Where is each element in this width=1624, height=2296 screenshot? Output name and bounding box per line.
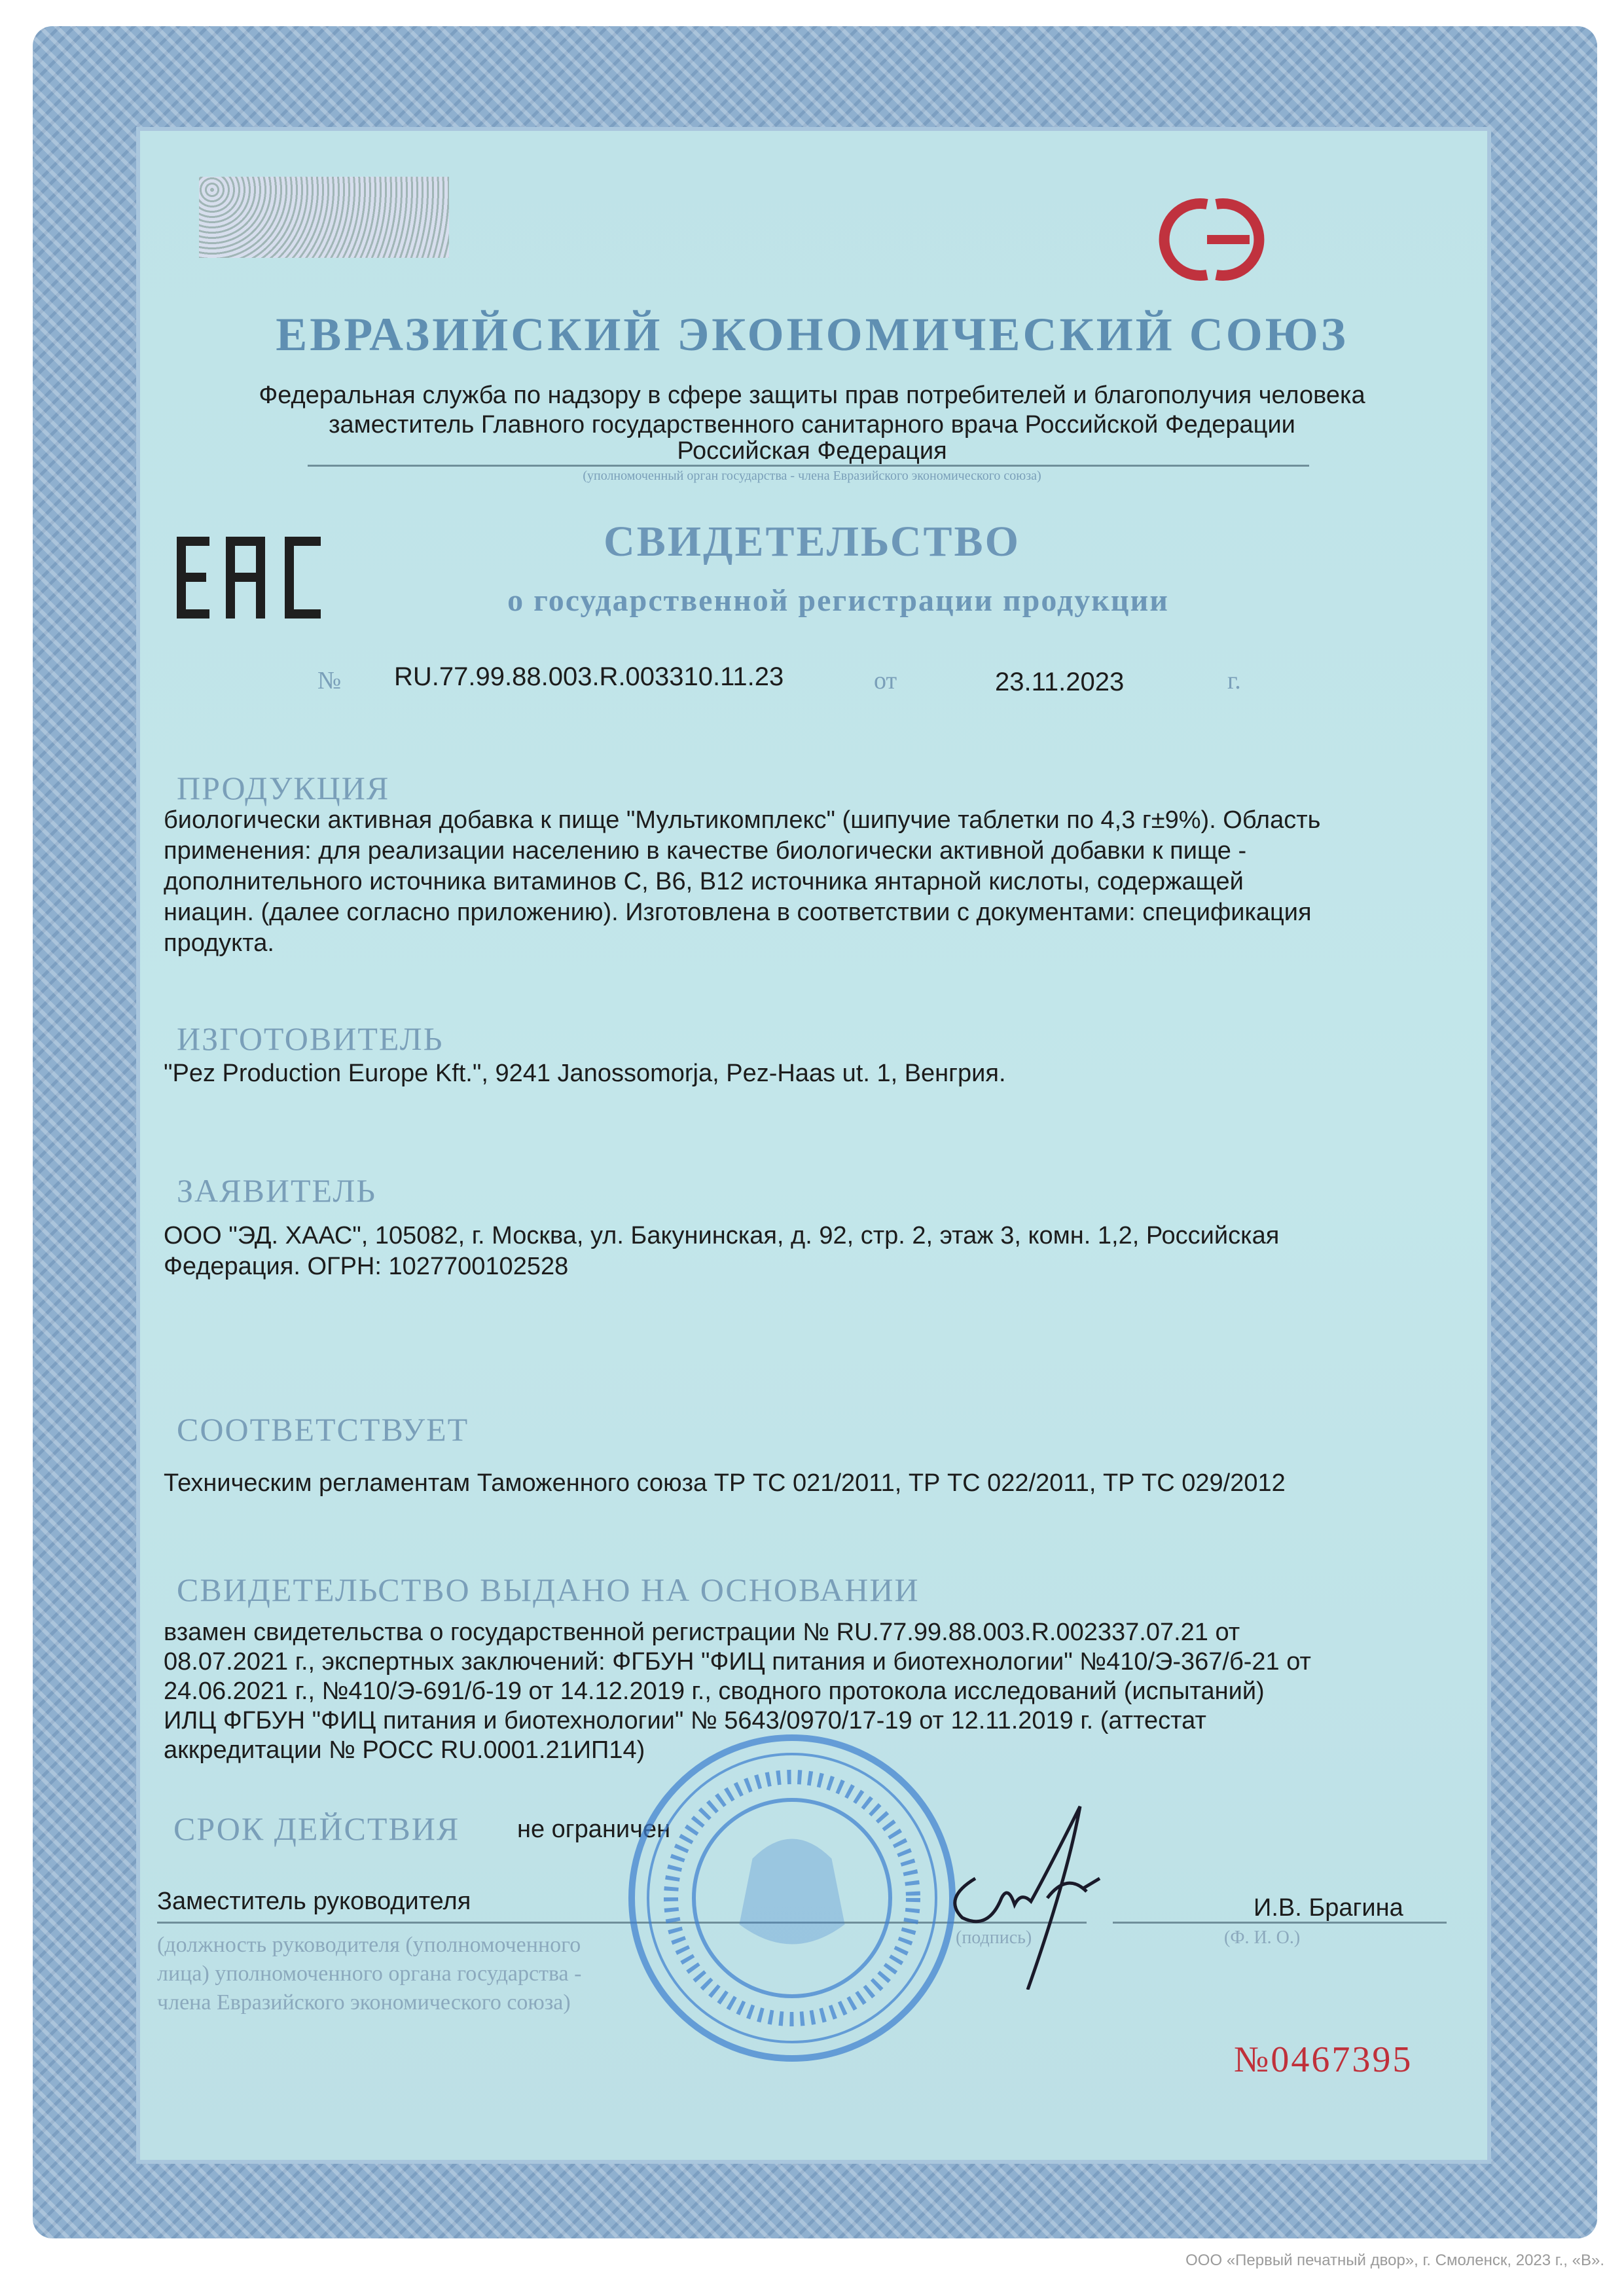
text-line: продукта. bbox=[164, 929, 274, 957]
text-line: Федерация. ОГРН: 1027700102528 bbox=[164, 1253, 569, 1280]
certificate-date: 23.11.2023 bbox=[995, 668, 1125, 696]
text-line: аккредитации № РОСС RU.0001.21ИП14) bbox=[164, 1736, 645, 1764]
certificate-number: RU.77.99.88.003.R.003310.11.23 bbox=[394, 662, 784, 691]
authority-line: Российская Федерация bbox=[677, 437, 947, 465]
product-heading: ПРОДУКЦИЯ bbox=[177, 770, 390, 806]
signature-icon bbox=[916, 1793, 1165, 1990]
manufacturer-text: "Pez Production Europe Kft.", 9241 Janossomorja, Pez-Haas ut. 1, Венгрия. bbox=[164, 1060, 1006, 1087]
text-line: применения: для реализации населению в качестве биологически активной добавки к пище - bbox=[164, 837, 1247, 865]
text-line: биологически активная добавка к пище "Мультикомплекс" (шипучие таблетки по 4,3 г±9%). Область bbox=[164, 806, 1321, 834]
text-line: ООО "ЭД. ХААС", 105082, г. Москва, ул. Бакунинская, д. 92, стр. 2, этаж 3, комн. 1,2, Российская bbox=[164, 1222, 1280, 1249]
caption-line: лица) уполномоченного органа государства - bbox=[157, 1962, 582, 1986]
text-line: 08.07.2021 г., экспертных заключений: ФГБУН "ФИЦ питания и биотехнологии" №410/Э-367/б-21 от bbox=[164, 1648, 1311, 1676]
printer-footer: ООО «Первый печатный двор», г. Смоленск, 2023 г., «В». bbox=[1185, 2251, 1604, 2269]
caption-line: (должность руководителя (уполномоченного bbox=[157, 1933, 581, 1957]
conforms-heading: СООТВЕТСТВУЕТ bbox=[177, 1411, 469, 1448]
product-text bbox=[164, 805, 1320, 959]
date-label: от bbox=[874, 667, 897, 694]
text-line: ниацин. (далее согласно приложению). Изготовлена в соответствии с документами: спецификация bbox=[164, 899, 1312, 926]
applicant-text bbox=[164, 1221, 1279, 1282]
name-caption: (Ф. И. О.) bbox=[1224, 1928, 1301, 1948]
validity-value: не ограничен bbox=[517, 1816, 671, 1843]
authority-caption: (уполномоченный орган государства - члена Евразийского экономического союза) bbox=[583, 469, 1041, 483]
signature-caption: (подпись) bbox=[956, 1928, 1032, 1948]
number-label: № bbox=[317, 667, 342, 694]
union-title: ЕВРАЗИЙСКИЙ ЭКОНОМИЧЕСКИЙ СОЮЗ bbox=[276, 308, 1348, 361]
conforms-text: Техническим регламентам Таможенного союза ТР ТС 021/2011, ТР ТС 022/2011, ТР ТС 029/2012 bbox=[164, 1469, 1286, 1497]
ce-logo-icon bbox=[1142, 191, 1282, 288]
certificate-subtitle: о государственной регистрации продукции bbox=[507, 583, 1169, 618]
caption-line: члена Евразийского экономического союза) bbox=[157, 1990, 571, 2015]
year-suffix: г. bbox=[1227, 667, 1241, 694]
official-stamp-icon bbox=[622, 1728, 962, 2068]
signer-name: И.В. Брагина bbox=[1254, 1894, 1403, 1922]
hologram-sticker bbox=[199, 177, 449, 258]
applicant-heading: ЗАЯВИТЕЛЬ bbox=[177, 1172, 377, 1209]
text-line: взамен свидетельства о государственной регистрации № RU.77.99.88.003.R.002337.07.21 от bbox=[164, 1619, 1240, 1646]
authority-line: Федеральная служба по надзору в сфере защиты прав потребителей и благополучия человека bbox=[259, 382, 1365, 409]
divider bbox=[308, 465, 1309, 467]
text-line: дополнительного источника витаминов С, В6, В12 источника янтарной кислоты, содержащей bbox=[164, 868, 1244, 895]
position-caption bbox=[157, 1931, 581, 2017]
certificate-title: СВИДЕТЕЛЬСТВО bbox=[604, 518, 1020, 565]
text-line: ИЛЦ ФГБУН "ФИЦ питания и биотехнологии" № 5643/0970/17-19 от 12.11.2019 г. (аттестат bbox=[164, 1707, 1206, 1734]
signer-position: Заместитель руководителя bbox=[157, 1888, 471, 1915]
text-line: 24.06.2021 г., №410/Э-691/б-19 от 14.12.2019 г., сводного протокола исследований (испытаний) bbox=[164, 1677, 1265, 1705]
serial-number: №0467395 bbox=[1234, 2039, 1413, 2080]
validity-heading: СРОК ДЕЙСТВИЯ bbox=[173, 1810, 460, 1847]
authority-line: заместитель Главного государственного санитарного врача Российской Федерации bbox=[329, 411, 1295, 439]
manufacturer-heading: ИЗГОТОВИТЕЛЬ bbox=[177, 1020, 444, 1057]
basis-heading: СВИДЕТЕЛЬСТВО ВЫДАНО НА ОСНОВАНИИ bbox=[177, 1571, 920, 1608]
